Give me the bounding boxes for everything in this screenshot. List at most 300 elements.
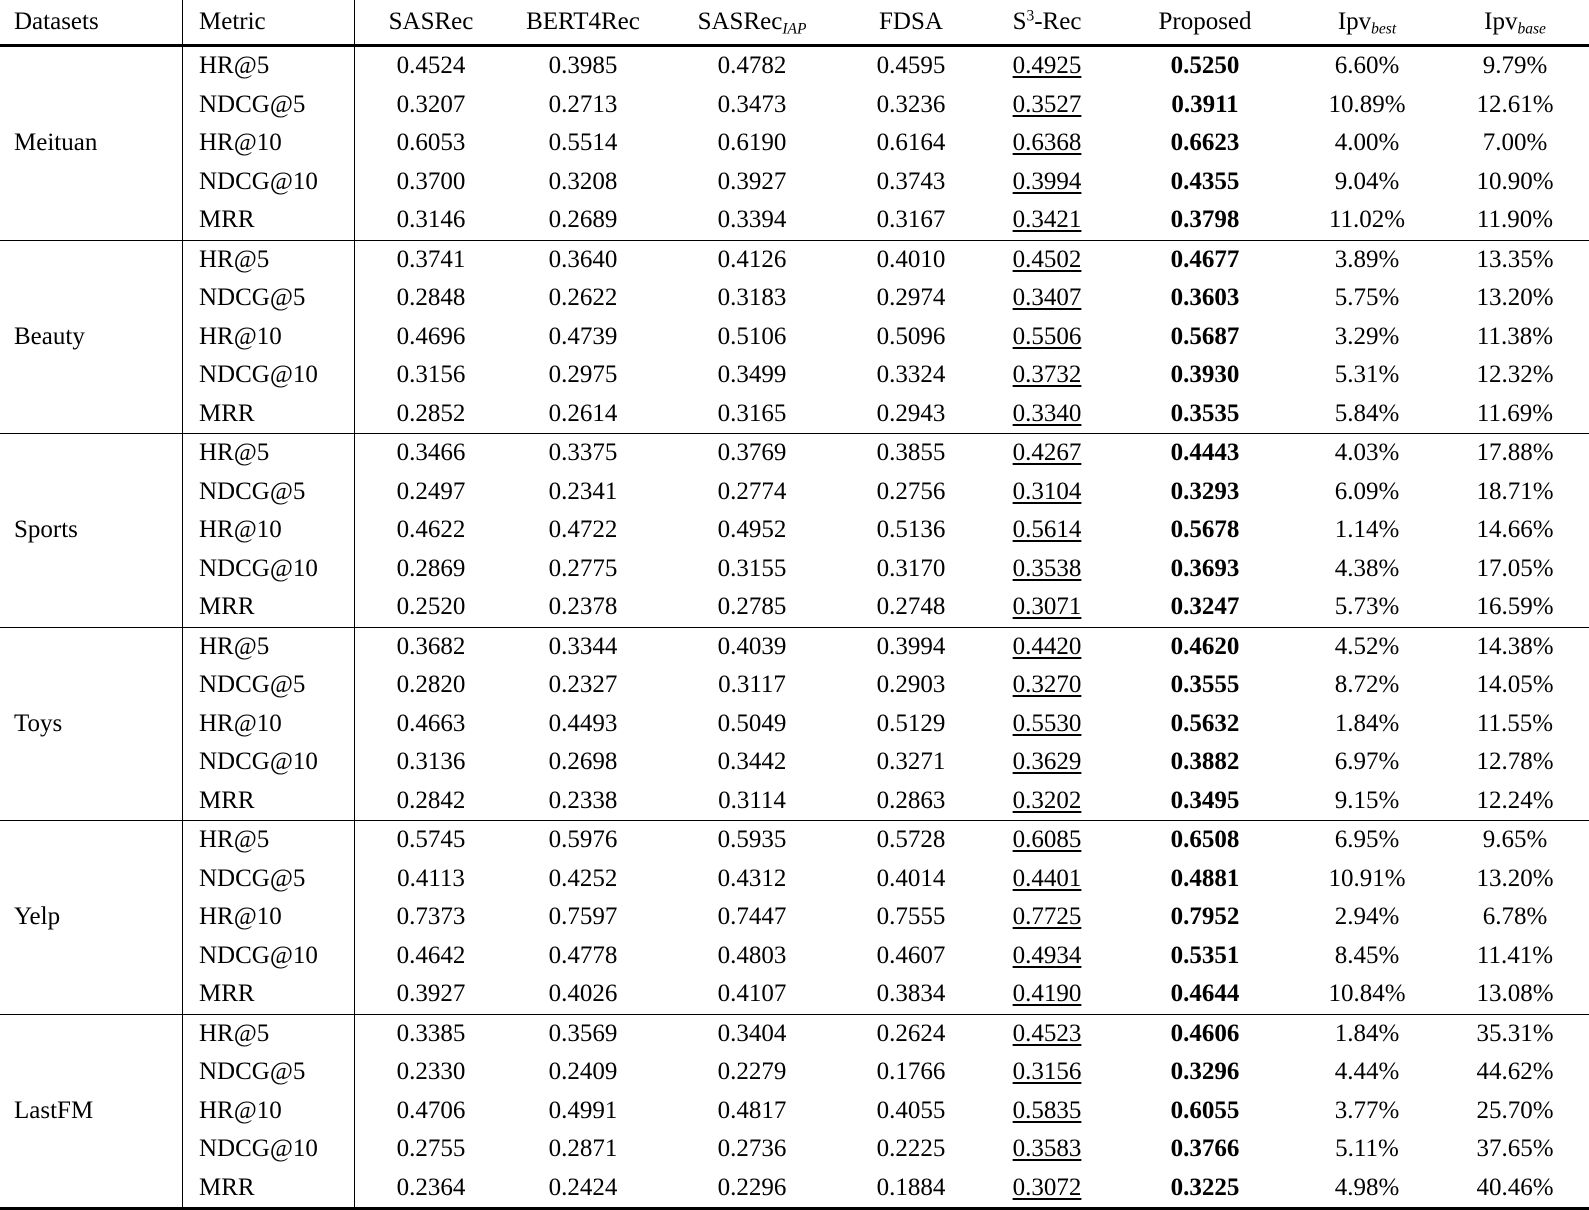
table-row <box>0 47 1589 86</box>
metric-name-cell: HR@10 <box>183 705 355 744</box>
cell-sasrec-iap: 0.4107 <box>717 980 787 1007</box>
cell-sasrec-iap: 0.5106 <box>717 322 787 350</box>
cell-ipv-best: 3.77% <box>1334 1096 1400 1124</box>
cell-sasrec-iap: 0.7447 <box>717 903 787 930</box>
cell-ipv-best: 4.03% <box>1293 434 1441 473</box>
dataset-name-cell: Meituan <box>0 47 183 240</box>
cell-proposed: 0.5687 <box>1170 322 1240 350</box>
cell-fdsa: 0.6164 <box>876 129 946 156</box>
header-sasrec-iap-base: SASRec <box>697 8 783 35</box>
table-row <box>0 124 1589 163</box>
cell-ipv-base: 18.71% <box>1476 477 1554 505</box>
cell-bert4rec: 0.4026 <box>548 980 618 1007</box>
cell-proposed: 0.3693 <box>1170 554 1240 582</box>
cell-sasrec-iap: 0.3114 <box>718 786 786 814</box>
cell-fdsa: 0.3743 <box>876 167 946 195</box>
cell-sasrec: 0.3136 <box>396 748 466 775</box>
metric-name-cell: NDCG@10 <box>183 937 355 976</box>
cell-ipv-base: 13.20% <box>1476 864 1554 892</box>
table-row <box>0 318 1589 357</box>
cell-proposed: 0.7952 <box>1170 903 1240 930</box>
cell-proposed: 0.5250 <box>1170 52 1240 79</box>
cell-sasrec-iap: 0.5049 <box>717 709 787 737</box>
cell-fdsa: 0.4055 <box>876 1096 946 1124</box>
cell-bert4rec: 0.4252 <box>548 864 618 892</box>
metric-name-cell: HR@5 <box>183 47 355 86</box>
cell-fdsa: 0.2974 <box>876 284 946 311</box>
cell-proposed: 0.3555 <box>1170 671 1240 698</box>
cell-ipv-base: 14.66% <box>1476 516 1554 543</box>
cell-proposed: 0.4644 <box>1170 980 1240 1007</box>
cell-fdsa: 0.3324 <box>876 361 946 388</box>
cell-proposed: 0.3293 <box>1170 477 1240 505</box>
cell-sasrec-iap: 0.3404 <box>659 1014 845 1053</box>
dataset-name-cell: Sports <box>0 434 183 628</box>
cell-bert4rec: 0.2338 <box>548 786 618 814</box>
cell-s3rec: 0.3202 <box>1012 786 1082 814</box>
cell-s3rec: 0.3340 <box>1012 399 1082 427</box>
metric-name-cell: MRR <box>183 201 355 240</box>
cell-ipv-base: 12.61% <box>1476 90 1554 118</box>
cell-ipv-best: 9.15% <box>1334 786 1400 814</box>
metric-name-cell: NDCG@10 <box>183 163 355 202</box>
cell-sasrec: 0.2852 <box>396 399 466 427</box>
cell-fdsa: 0.2756 <box>876 477 946 505</box>
cell-ipv-base: 25.70% <box>1476 1096 1554 1124</box>
cell-ipv-best: 1.14% <box>1334 516 1400 543</box>
dataset-name-cell: LastFM <box>0 1014 183 1208</box>
cell-fdsa: 0.5728 <box>845 821 977 860</box>
cell-proposed: 0.3603 <box>1170 284 1240 311</box>
cell-ipv-base: 13.08% <box>1476 980 1554 1007</box>
cell-bert4rec: 0.7597 <box>548 903 618 930</box>
metric-name-cell: NDCG@10 <box>183 550 355 589</box>
cell-ipv-base: 9.79% <box>1482 52 1548 79</box>
cell-sasrec: 0.4642 <box>396 941 466 969</box>
metric-name-cell: MRR <box>183 975 355 1014</box>
cell-fdsa: 0.4014 <box>876 864 946 892</box>
cell-bert4rec: 0.4991 <box>548 1096 618 1124</box>
header-ipv-best-base: Ipv <box>1337 8 1372 35</box>
metric-name-cell: HR@5 <box>183 240 355 279</box>
table-row <box>0 860 1589 899</box>
cell-fdsa: 0.2225 <box>876 1135 946 1162</box>
cell-ipv-best: 2.94% <box>1334 903 1400 930</box>
cell-proposed: 0.4606 <box>1117 1014 1293 1053</box>
metric-name-cell: HR@5 <box>183 627 355 666</box>
cell-sasrec: 0.3207 <box>396 90 466 118</box>
metric-name-cell: HR@10 <box>183 124 355 163</box>
table-row <box>0 782 1589 821</box>
metric-name-cell: NDCG@5 <box>183 666 355 705</box>
header-ipv-best-subscript: best <box>1371 20 1397 38</box>
header-ipv-base-base: Ipv <box>1484 8 1518 35</box>
cell-proposed: 0.3766 <box>1170 1135 1240 1162</box>
cell-ipv-best: 5.73% <box>1334 593 1400 620</box>
cell-ipv-base: 12.24% <box>1476 786 1554 814</box>
cell-sasrec: 0.5745 <box>355 821 508 860</box>
cell-bert4rec: 0.3208 <box>548 167 618 195</box>
metric-name-cell: NDCG@5 <box>183 279 355 318</box>
cell-proposed: 0.3911 <box>1171 90 1239 118</box>
cell-bert4rec: 0.3375 <box>507 434 659 473</box>
cell-sasrec-iap: 0.3927 <box>717 167 787 195</box>
metric-name-cell: NDCG@10 <box>183 743 355 782</box>
cell-sasrec-iap: 0.2279 <box>717 1058 787 1085</box>
cell-ipv-base: 16.59% <box>1476 593 1554 620</box>
cell-proposed: 0.3296 <box>1170 1058 1240 1085</box>
cell-fdsa: 0.2943 <box>876 399 946 427</box>
cell-sasrec: 0.3385 <box>355 1014 508 1053</box>
cell-s3rec: 0.4925 <box>1012 52 1082 79</box>
cell-proposed: 0.5351 <box>1170 941 1240 969</box>
cell-ipv-best: 5.75% <box>1334 284 1400 311</box>
table-row <box>0 163 1589 202</box>
dataset-name-cell: Beauty <box>0 240 183 434</box>
cell-bert4rec: 0.2341 <box>548 477 618 505</box>
cell-bert4rec: 0.2871 <box>548 1135 618 1162</box>
cell-s3rec: 0.3538 <box>1012 554 1082 582</box>
cell-ipv-best: 4.00% <box>1334 129 1400 156</box>
metric-name-cell: NDCG@10 <box>183 356 355 395</box>
cell-bert4rec: 0.3569 <box>507 1014 659 1053</box>
table-row <box>0 588 1589 627</box>
dataset-name-cell: Yelp <box>0 821 183 1015</box>
cell-ipv-best: 11.02% <box>1328 206 1406 233</box>
cell-s3rec: 0.5835 <box>1012 1096 1082 1124</box>
table-row <box>0 1092 1589 1131</box>
table-header <box>0 0 1589 45</box>
cell-bert4rec: 0.4739 <box>548 322 618 350</box>
cell-sasrec-iap: 0.3769 <box>659 434 845 473</box>
cell-sasrec-iap: 0.2736 <box>717 1135 787 1162</box>
cell-sasrec: 0.2820 <box>396 671 466 698</box>
cell-ipv-best: 5.31% <box>1334 361 1400 388</box>
cell-ipv-base: 14.05% <box>1476 671 1554 698</box>
cell-s3rec: 0.3421 <box>1012 206 1082 233</box>
cell-ipv-base: 11.69% <box>1476 399 1554 427</box>
cell-fdsa: 0.4010 <box>845 240 977 279</box>
cell-s3rec: 0.4190 <box>1012 980 1082 1007</box>
cell-s3rec: 0.4502 <box>977 240 1117 279</box>
header-ipv-best <box>1293 0 1441 45</box>
cell-ipv-base: 35.31% <box>1441 1014 1589 1053</box>
cell-sasrec: 0.3466 <box>355 434 508 473</box>
cell-sasrec-iap: 0.3442 <box>717 748 787 775</box>
cell-ipv-best: 5.84% <box>1334 399 1400 427</box>
cell-s3rec: 0.4267 <box>977 434 1117 473</box>
cell-sasrec-iap: 0.3499 <box>717 361 787 388</box>
metric-name-cell: MRR <box>183 395 355 434</box>
cell-s3rec: 0.4523 <box>977 1014 1117 1053</box>
cell-ipv-base: 10.90% <box>1476 167 1554 195</box>
header-s3rec-base: S <box>1012 8 1027 35</box>
cell-proposed: 0.6055 <box>1170 1096 1240 1124</box>
cell-proposed: 0.4355 <box>1170 167 1240 195</box>
cell-fdsa: 0.1766 <box>876 1058 946 1085</box>
table-row <box>0 1169 1589 1208</box>
cell-s3rec: 0.5614 <box>1012 516 1082 543</box>
table-row <box>0 550 1589 589</box>
cell-sasrec: 0.2848 <box>396 284 466 311</box>
cell-sasrec: 0.4524 <box>396 52 466 79</box>
cell-fdsa: 0.3170 <box>876 554 946 582</box>
cell-s3rec: 0.4420 <box>977 627 1117 666</box>
cell-ipv-base: 11.55% <box>1476 709 1554 737</box>
metric-name-cell: HR@5 <box>183 1014 355 1053</box>
cell-sasrec: 0.6053 <box>396 129 466 156</box>
cell-ipv-best: 10.89% <box>1328 90 1406 118</box>
metric-name-cell: HR@5 <box>183 434 355 473</box>
cell-ipv-base: 37.65% <box>1476 1135 1554 1162</box>
cell-ipv-base: 17.05% <box>1476 554 1554 582</box>
cell-sasrec: 0.4622 <box>396 516 466 543</box>
header-sasrec-iap <box>659 0 845 45</box>
cell-fdsa: 0.1884 <box>876 1173 946 1201</box>
cell-proposed: 0.4443 <box>1117 434 1293 473</box>
table-body <box>0 47 1589 1208</box>
cell-ipv-best: 6.09% <box>1334 477 1400 505</box>
cell-sasrec: 0.3700 <box>396 167 466 195</box>
cell-sasrec: 0.2364 <box>396 1173 466 1201</box>
header-s3rec <box>977 0 1117 45</box>
cell-proposed: 0.3247 <box>1170 593 1240 620</box>
cell-proposed: 0.6623 <box>1170 129 1240 156</box>
header-fdsa: FDSA <box>845 0 977 45</box>
cell-s3rec: 0.3270 <box>1012 671 1082 698</box>
cell-s3rec: 0.5506 <box>1012 322 1082 350</box>
cell-fdsa: 0.2863 <box>876 786 946 814</box>
header-metric: Metric <box>183 0 355 45</box>
cell-sasrec: 0.3741 <box>355 240 508 279</box>
cell-fdsa: 0.5129 <box>876 709 946 737</box>
cell-bert4rec: 0.2409 <box>548 1058 618 1085</box>
cell-ipv-best: 5.11% <box>1335 1135 1399 1162</box>
table-row <box>0 743 1589 782</box>
cell-ipv-base: 12.32% <box>1476 361 1554 388</box>
cell-fdsa: 0.2748 <box>876 593 946 620</box>
cell-sasrec-iap: 0.3183 <box>717 284 787 311</box>
table-row <box>0 356 1589 395</box>
table-row <box>0 1014 1589 1053</box>
cell-bert4rec: 0.2975 <box>548 361 618 388</box>
cell-fdsa: 0.3271 <box>876 748 946 775</box>
cell-s3rec: 0.4934 <box>1012 941 1082 969</box>
cell-s3rec: 0.3071 <box>1012 593 1082 620</box>
cell-ipv-best: 4.52% <box>1293 627 1441 666</box>
cell-sasrec-iap: 0.2785 <box>717 593 787 620</box>
cell-sasrec: 0.2755 <box>396 1135 466 1162</box>
cell-sasrec: 0.4113 <box>397 864 465 892</box>
header-s3rec-superscript: 3 <box>1026 7 1035 25</box>
cell-bert4rec: 0.2614 <box>548 399 618 427</box>
cell-s3rec: 0.3994 <box>1012 167 1082 195</box>
cell-ipv-best: 3.29% <box>1334 322 1400 350</box>
cell-proposed: 0.4881 <box>1170 864 1240 892</box>
cell-sasrec-iap: 0.4126 <box>659 240 845 279</box>
cell-sasrec: 0.4663 <box>396 709 466 737</box>
cell-ipv-best: 3.89% <box>1293 240 1441 279</box>
cell-fdsa: 0.3855 <box>845 434 977 473</box>
cell-sasrec-iap: 0.4817 <box>717 1096 787 1124</box>
cell-sasrec: 0.2520 <box>396 593 466 620</box>
cell-ipv-best: 6.95% <box>1293 821 1441 860</box>
cell-bert4rec: 0.2775 <box>548 554 618 582</box>
cell-proposed: 0.5632 <box>1170 709 1240 737</box>
cell-proposed: 0.3882 <box>1170 748 1240 775</box>
metric-name-cell: NDCG@5 <box>183 86 355 125</box>
cell-ipv-base: 13.35% <box>1441 240 1589 279</box>
cell-proposed: 0.4620 <box>1117 627 1293 666</box>
table-row <box>0 434 1589 473</box>
cell-sasrec-iap: 0.4312 <box>717 864 787 892</box>
cell-sasrec-iap: 0.5935 <box>659 821 845 860</box>
cell-proposed: 0.3798 <box>1170 206 1240 233</box>
cell-proposed: 0.5678 <box>1170 516 1240 543</box>
metric-name-cell: MRR <box>183 1169 355 1208</box>
dataset-name-cell: Toys <box>0 627 183 821</box>
cell-ipv-best: 6.97% <box>1334 748 1400 775</box>
cell-ipv-base: 40.46% <box>1476 1173 1554 1201</box>
cell-sasrec-iap: 0.2774 <box>717 477 787 505</box>
metric-name-cell: NDCG@5 <box>183 860 355 899</box>
cell-ipv-best: 4.98% <box>1334 1173 1400 1201</box>
cell-sasrec: 0.4706 <box>396 1096 466 1124</box>
cell-s3rec: 0.3629 <box>1012 748 1082 775</box>
cell-bert4rec: 0.3640 <box>507 240 659 279</box>
cell-s3rec: 0.6368 <box>1012 129 1082 156</box>
metric-name-cell: HR@10 <box>183 1092 355 1131</box>
table-row <box>0 705 1589 744</box>
table-row <box>0 627 1589 666</box>
table-row <box>0 279 1589 318</box>
cell-ipv-best: 1.84% <box>1293 1014 1441 1053</box>
header-row <box>0 0 1589 45</box>
cell-ipv-best: 8.45% <box>1334 941 1400 969</box>
cell-sasrec: 0.2330 <box>396 1058 466 1085</box>
cell-fdsa: 0.3236 <box>876 90 946 118</box>
cell-bert4rec: 0.2622 <box>548 284 618 311</box>
cell-proposed: 0.3930 <box>1170 361 1240 388</box>
cell-s3rec: 0.7725 <box>1012 903 1082 930</box>
table-row <box>0 1130 1589 1169</box>
table-row <box>0 975 1589 1014</box>
cell-fdsa: 0.2624 <box>845 1014 977 1053</box>
table-row <box>0 201 1589 240</box>
cell-fdsa: 0.3167 <box>876 206 946 233</box>
cell-sasrec-iap: 0.4039 <box>659 627 845 666</box>
header-bert4rec: BERT4Rec <box>507 0 659 45</box>
cell-sasrec: 0.2869 <box>396 554 466 582</box>
metric-name-cell: NDCG@5 <box>183 1053 355 1092</box>
header-sasrec-iap-subscript: IAP <box>782 20 807 38</box>
cell-s3rec: 0.3732 <box>1012 361 1082 388</box>
cell-bert4rec: 0.5514 <box>548 129 618 156</box>
cell-sasrec-iap: 0.4782 <box>717 52 787 79</box>
cell-bert4rec: 0.2327 <box>548 671 618 698</box>
cell-fdsa: 0.4607 <box>876 941 946 969</box>
cell-ipv-base: 9.65% <box>1441 821 1589 860</box>
cell-ipv-base: 14.38% <box>1441 627 1589 666</box>
cell-bert4rec: 0.2713 <box>548 90 618 118</box>
cell-s3rec: 0.3583 <box>1012 1135 1082 1162</box>
cell-fdsa: 0.3994 <box>845 627 977 666</box>
cell-ipv-base: 44.62% <box>1476 1058 1554 1085</box>
table-row <box>0 666 1589 705</box>
cell-fdsa: 0.3834 <box>876 980 946 1007</box>
cell-ipv-base: 7.00% <box>1482 129 1548 156</box>
cell-ipv-best: 8.72% <box>1334 671 1400 698</box>
cell-ipv-base: 6.78% <box>1482 903 1548 930</box>
header-sasrec: SASRec <box>355 0 508 45</box>
header-proposed: Proposed <box>1117 0 1293 45</box>
cell-sasrec: 0.3146 <box>396 206 466 233</box>
cell-bert4rec: 0.3344 <box>507 627 659 666</box>
metric-name-cell: NDCG@5 <box>183 473 355 512</box>
table-row <box>0 1053 1589 1092</box>
cell-sasrec-iap: 0.3165 <box>717 399 787 427</box>
cell-sasrec-iap: 0.3155 <box>717 554 787 582</box>
cell-proposed: 0.6508 <box>1117 821 1293 860</box>
table-row <box>0 898 1589 937</box>
cell-sasrec-iap: 0.3117 <box>718 671 786 698</box>
cell-ipv-base: 12.78% <box>1476 748 1554 775</box>
metric-name-cell: HR@5 <box>183 821 355 860</box>
cell-ipv-base: 13.20% <box>1476 284 1554 311</box>
cell-s3rec: 0.3104 <box>1012 477 1082 505</box>
cell-s3rec: 0.6085 <box>977 821 1117 860</box>
cell-sasrec-iap: 0.4803 <box>717 941 787 969</box>
cell-s3rec: 0.3072 <box>1012 1173 1082 1201</box>
cell-ipv-best: 4.38% <box>1334 554 1400 582</box>
cell-fdsa: 0.7555 <box>876 903 946 930</box>
cell-fdsa: 0.5096 <box>876 322 946 350</box>
cell-sasrec-iap: 0.3394 <box>717 206 787 233</box>
cell-ipv-best: 1.84% <box>1334 709 1400 737</box>
cell-bert4rec: 0.2424 <box>548 1173 618 1201</box>
cell-proposed: 0.3535 <box>1170 399 1240 427</box>
cell-fdsa: 0.5136 <box>876 516 946 543</box>
cell-sasrec: 0.2497 <box>396 477 466 505</box>
cell-fdsa: 0.4595 <box>876 52 946 79</box>
cell-sasrec: 0.3682 <box>355 627 508 666</box>
cell-sasrec: 0.2842 <box>396 786 466 814</box>
metric-name-cell: MRR <box>183 782 355 821</box>
cell-s3rec: 0.3407 <box>1012 284 1082 311</box>
cell-sasrec: 0.7373 <box>396 903 466 930</box>
cell-ipv-best: 9.04% <box>1334 167 1400 195</box>
cell-bert4rec: 0.2698 <box>548 748 618 775</box>
cell-s3rec: 0.3156 <box>1012 1058 1082 1085</box>
metric-name-cell: MRR <box>183 588 355 627</box>
cell-proposed: 0.4677 <box>1117 240 1293 279</box>
metric-name-cell: HR@10 <box>183 898 355 937</box>
cell-bert4rec: 0.4493 <box>548 709 618 737</box>
cell-bert4rec: 0.5976 <box>507 821 659 860</box>
cell-ipv-base: 11.38% <box>1476 322 1554 350</box>
cell-proposed: 0.3495 <box>1170 786 1240 814</box>
cell-ipv-base: 11.41% <box>1476 941 1554 969</box>
cell-ipv-best: 6.60% <box>1334 52 1400 79</box>
table-row <box>0 473 1589 512</box>
cell-fdsa: 0.2903 <box>876 671 946 698</box>
cell-sasrec-iap: 0.2296 <box>717 1173 787 1201</box>
table-row <box>0 937 1589 976</box>
header-ipv-base <box>1441 0 1589 45</box>
table-row <box>0 240 1589 279</box>
header-ipv-base-subscript: base <box>1517 20 1546 38</box>
cell-s3rec: 0.4401 <box>1012 864 1082 892</box>
